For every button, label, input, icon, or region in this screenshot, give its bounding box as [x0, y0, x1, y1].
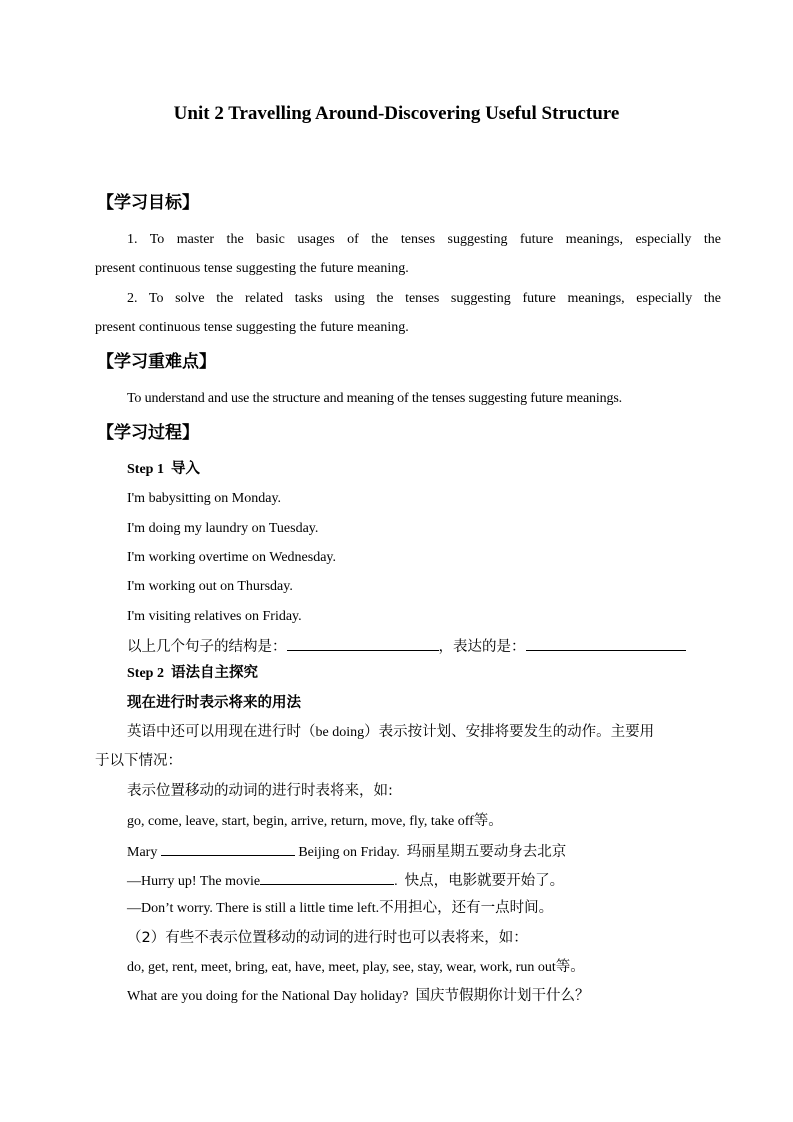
section-heading-process: 【学习过程】: [97, 423, 199, 443]
example-3: —Don’t worry. There is still a little time left.不用担心，还有一点时间。: [127, 900, 554, 916]
section-heading-key-points: 【学习重难点】: [97, 352, 216, 372]
step2-heading: Step 2 语法自主探究: [127, 665, 258, 681]
verbs-list-1: go, come, leave, start, begin, arrive, return, move, fly, take off等。: [127, 813, 503, 829]
answer-blank-meaning[interactable]: [526, 636, 686, 651]
example-2-blank[interactable]: [260, 870, 394, 885]
objective-2-line-2: present continuous tense suggesting the future meaning.: [95, 320, 409, 335]
step2-intro-line-2: 于以下情况：: [95, 753, 182, 769]
example-4: What are you doing for the National Day holiday? 国庆节假期你计划干什么？: [127, 988, 590, 1004]
point-2-text: （2）有些不表示位置移动的动词的进行时也可以表将来，如：: [127, 930, 528, 946]
step1-heading: Step 1 导入: [127, 461, 200, 477]
step2-intro-line-1: 英语中还可以用现在进行时（be doing）表示按计划、安排将要发生的动作。主要用: [127, 724, 655, 740]
section-heading-objectives: 【学习目标】: [97, 193, 199, 213]
step1-sentence-4: I'm working out on Thursday.: [127, 579, 293, 594]
key-points-text: To understand and use the structure and meaning of the tenses suggesting future meanings.: [127, 391, 622, 406]
step1-sentence-1: I'm babysitting on Monday.: [127, 491, 282, 506]
example-2: —Hurry up! The movie . 快点，电影就要开始了。: [127, 870, 564, 891]
step1-sentence-3: I'm working overtime on Wednesday.: [127, 550, 337, 565]
step2-subheading: 现在进行时表示将来的用法: [127, 695, 301, 711]
page-title: Unit 2 Travelling Around-Discovering Useful Structure: [173, 103, 620, 124]
step1-sentence-2: I'm doing my laundry on Tuesday.: [127, 521, 319, 536]
point-1-text: 表示位置移动的动词的进行时表将来，如:: [127, 783, 393, 799]
step1-sentence-5: I'm visiting relatives on Friday.: [127, 609, 302, 624]
objective-1-line-2: present continuous tense suggesting the future meaning.: [95, 261, 409, 276]
answer-blank-structure[interactable]: [287, 636, 439, 651]
example-1-blank[interactable]: [161, 841, 295, 856]
step1-question: 以上几个句子的结构是： ，表达的是：: [127, 636, 686, 656]
verbs-list-2: do, get, rent, meet, bring, eat, have, meet, play, see, stay, wear, work, run out等。: [127, 959, 585, 975]
example-1: Mary Beijing on Friday. 玛丽星期五要动身去北京: [127, 841, 566, 862]
objective-2-line-1: 2. To solve the related tasks using the tenses suggesting future meanings, especially the: [127, 291, 721, 306]
objective-1-line-1: 1. To master the basic usages of the tenses suggesting future meanings, especially the: [127, 232, 721, 247]
